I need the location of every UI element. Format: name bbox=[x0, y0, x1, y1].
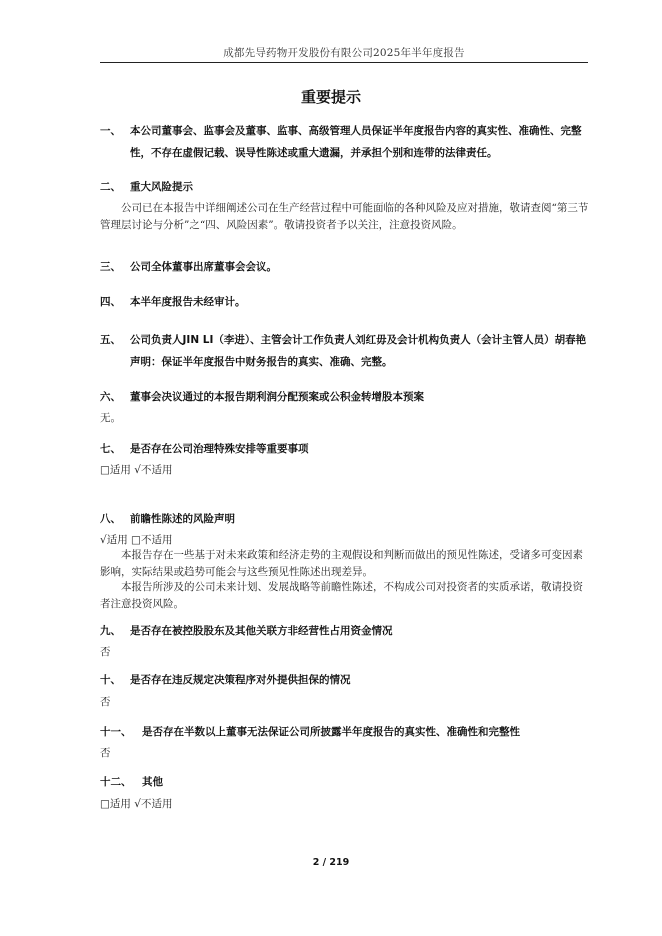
section-text: 重大风险提示 bbox=[130, 181, 193, 193]
section-number: 六、 bbox=[100, 391, 121, 403]
section-number: 三、 bbox=[100, 261, 121, 273]
section-4 bbox=[100, 291, 592, 313]
section-text: 前瞻性陈述的风险声明 bbox=[130, 513, 235, 525]
section-text: 是否存在公司治理特殊安排等重要事项 bbox=[130, 443, 309, 455]
section-number: 四、 bbox=[100, 296, 121, 308]
section-number: 十一、 bbox=[100, 726, 132, 738]
section-7 bbox=[100, 438, 592, 460]
page-title: 重要提示 bbox=[300, 88, 361, 106]
section-12-body: □适用 √不适用 bbox=[100, 798, 173, 810]
section-number: 二、 bbox=[100, 181, 121, 193]
section-9-body: 否 bbox=[100, 646, 111, 658]
section-text: 本公司董事会、监事会及董事、监事、高级管理人员保证半年度报告内容的真实性、准确性、完整性，不存在虚假记载、误导性陈述或重大遗漏，并承担个别和连带的法律责任。 bbox=[130, 125, 582, 159]
section-text: 公司全体董事出席董事会会议。 bbox=[130, 261, 277, 273]
section-11-body: 否 bbox=[100, 747, 111, 759]
section-text: 是否存在违反规定决策程序对外提供担保的情况 bbox=[130, 674, 351, 686]
section-text: 本半年度报告未经审计。 bbox=[130, 296, 246, 308]
section-number: 五、 bbox=[100, 334, 121, 346]
section-text: 公司负责人JIN LI（李进）、主管会计工作负责人刘红毋及会计机构负责人（会计主管人员）胡春艳声明：保证半年度报告中财务报告的真实、准确、完整。 bbox=[130, 334, 587, 368]
section-11 bbox=[100, 721, 592, 743]
section-9 bbox=[100, 620, 592, 642]
section-7-body: □适用 √不适用 bbox=[100, 464, 173, 476]
page-header: 成都先导药物开发股份有限公司2025年半年度报告 bbox=[223, 47, 465, 59]
page-number: 2 / 219 bbox=[312, 857, 350, 868]
header-rule bbox=[100, 62, 588, 63]
section-8-para-2: 本报告所涉及的公司未来计划、发展战略等前瞻性陈述，不构成公司对投资者的实质承诺，敬请投资者注意投资风险。 bbox=[100, 581, 583, 610]
section-number: 七、 bbox=[100, 443, 121, 455]
section-8-para-1: 本报告存在一些基于对未来政策和经济走势的主观假设和判断而做出的预见性陈述，受诸多可变因素影响，实际结果或趋势可能会与这些预见性陈述出现差异。 bbox=[100, 549, 583, 578]
section-12 bbox=[100, 771, 592, 793]
section-8 bbox=[100, 508, 592, 530]
section-text: 是否存在被控股股东及其他关联方非经营性占用资金情况 bbox=[130, 625, 393, 637]
section-8-check: √适用 □不适用 bbox=[100, 534, 173, 546]
section-6 bbox=[100, 386, 592, 408]
section-2-body: 公司已在本报告中详细阐述公司在生产经营过程中可能面临的各种风险及应对措施，敬请查阅“第三节管理层讨论与分析”之“四、风险因素”。敬请投资者予以关注，注意投资风险。 bbox=[100, 202, 589, 231]
section-number: 九、 bbox=[100, 625, 121, 637]
section-6-body: 无。 bbox=[100, 412, 121, 424]
section-10 bbox=[100, 669, 592, 691]
section-text: 是否存在半数以上董事无法保证公司所披露半年度报告的真实性、准确性和完整性 bbox=[142, 726, 520, 738]
section-number: 一、 bbox=[100, 125, 121, 137]
section-2 bbox=[100, 176, 592, 198]
section-number: 八、 bbox=[100, 513, 121, 525]
section-1 bbox=[100, 120, 592, 164]
section-number: 十二、 bbox=[100, 776, 132, 788]
section-number: 十、 bbox=[100, 674, 121, 686]
section-text: 董事会决议通过的本报告期利润分配预案或公积金转增股本预案 bbox=[130, 391, 424, 403]
section-10-body: 否 bbox=[100, 696, 111, 708]
section-text: 其他 bbox=[142, 776, 163, 788]
section-3 bbox=[100, 256, 592, 278]
section-5 bbox=[100, 329, 592, 373]
